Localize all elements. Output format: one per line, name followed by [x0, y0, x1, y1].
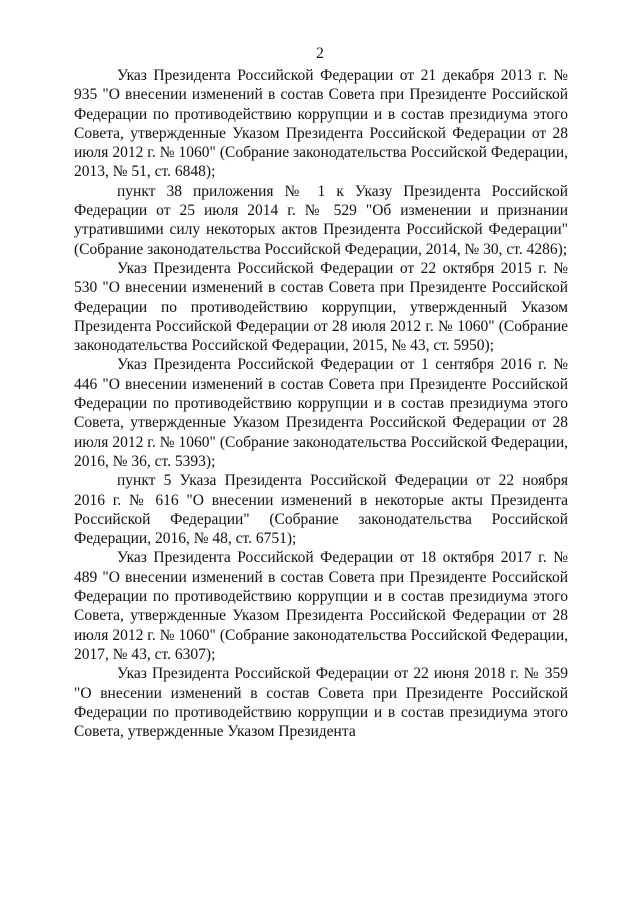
list-item: Указ Президента Российской Федерации от 1 сентября 2016 г. № 446 "О внесении изменений в состав Совета при Президенте Российской Федерации по противодействию коррупции и в состав президиума этого Совета, утвержденные Указом Президента Российской Федерации от 28 июля 2012 г. № 1060" (Собрание законодательства Российской Федерации, 2016, № 36, ст. 5393);: [74, 356, 568, 470]
list-item: пункт 38 приложения № 1 к Указу Президента Российской Федерации от 25 июля 2014 г. № 529 "Об изменении и признании утратившими силу некоторых актов Президента Российской Федерации" (Собрание законодательства Российской Федерации, 2014, № 30, ст. 4286);: [74, 182, 568, 258]
list-item: Указ Президента Российской Федерации от 22 июня 2018 г. № 359 "О внесении изменений в состав Совета при Президенте Российской Федерации по противодействию коррупции и в состав президиума этого Совета, утвержденные Указом Президента: [74, 665, 568, 741]
list-item: Указ Президента Российской Федерации от 22 октября 2015 г. № 530 "О внесении изменений в состав Совета при Президенте Российской Федерации по противодействию коррупции, утвержденный Указом Президента Российской Федерации от 28 июля 2012 г. № 1060" (Собрание законодательства Российской Федерации, 2015, № 43, ст. 5950);: [74, 259, 568, 355]
list-item: Указ Президента Российской Федерации от 18 октября 2017 г. № 489 "О внесении изменений в состав Совета при Президенте Российской Федерации по противодействию коррупции и в состав президиума этого Совета, утвержденные Указом Президента Российской Федерации от 28 июля 2012 г. № 1060" (Собрание законодательства Российской Федерации, 2017, № 43, ст. 6307);: [74, 549, 568, 663]
list-item: Указ Президента Российской Федерации от 21 декабря 2013 г. № 935 "О внесении изменений в состав Совета при Президенте Российской Федерации по противодействию коррупции и в состав президиума этого Совета, утвержденные Указом Президента Российской Федерации от 28 июля 2012 г. № 1060" (Собрание законодательства Российской Федерации, 2013, № 51, ст. 6848);: [74, 67, 568, 181]
list-item: пункт 5 Указа Президента Российской Федерации от 22 ноября 2016 г. № 616 "О внесении изменений в некоторые акты Президента Российской Федерации" (Собрание законодательства Российской Федерации, 2016, № 48, ст. 6751);: [74, 472, 568, 548]
page-number: 2: [316, 45, 324, 62]
document-body: [74, 66, 568, 741]
